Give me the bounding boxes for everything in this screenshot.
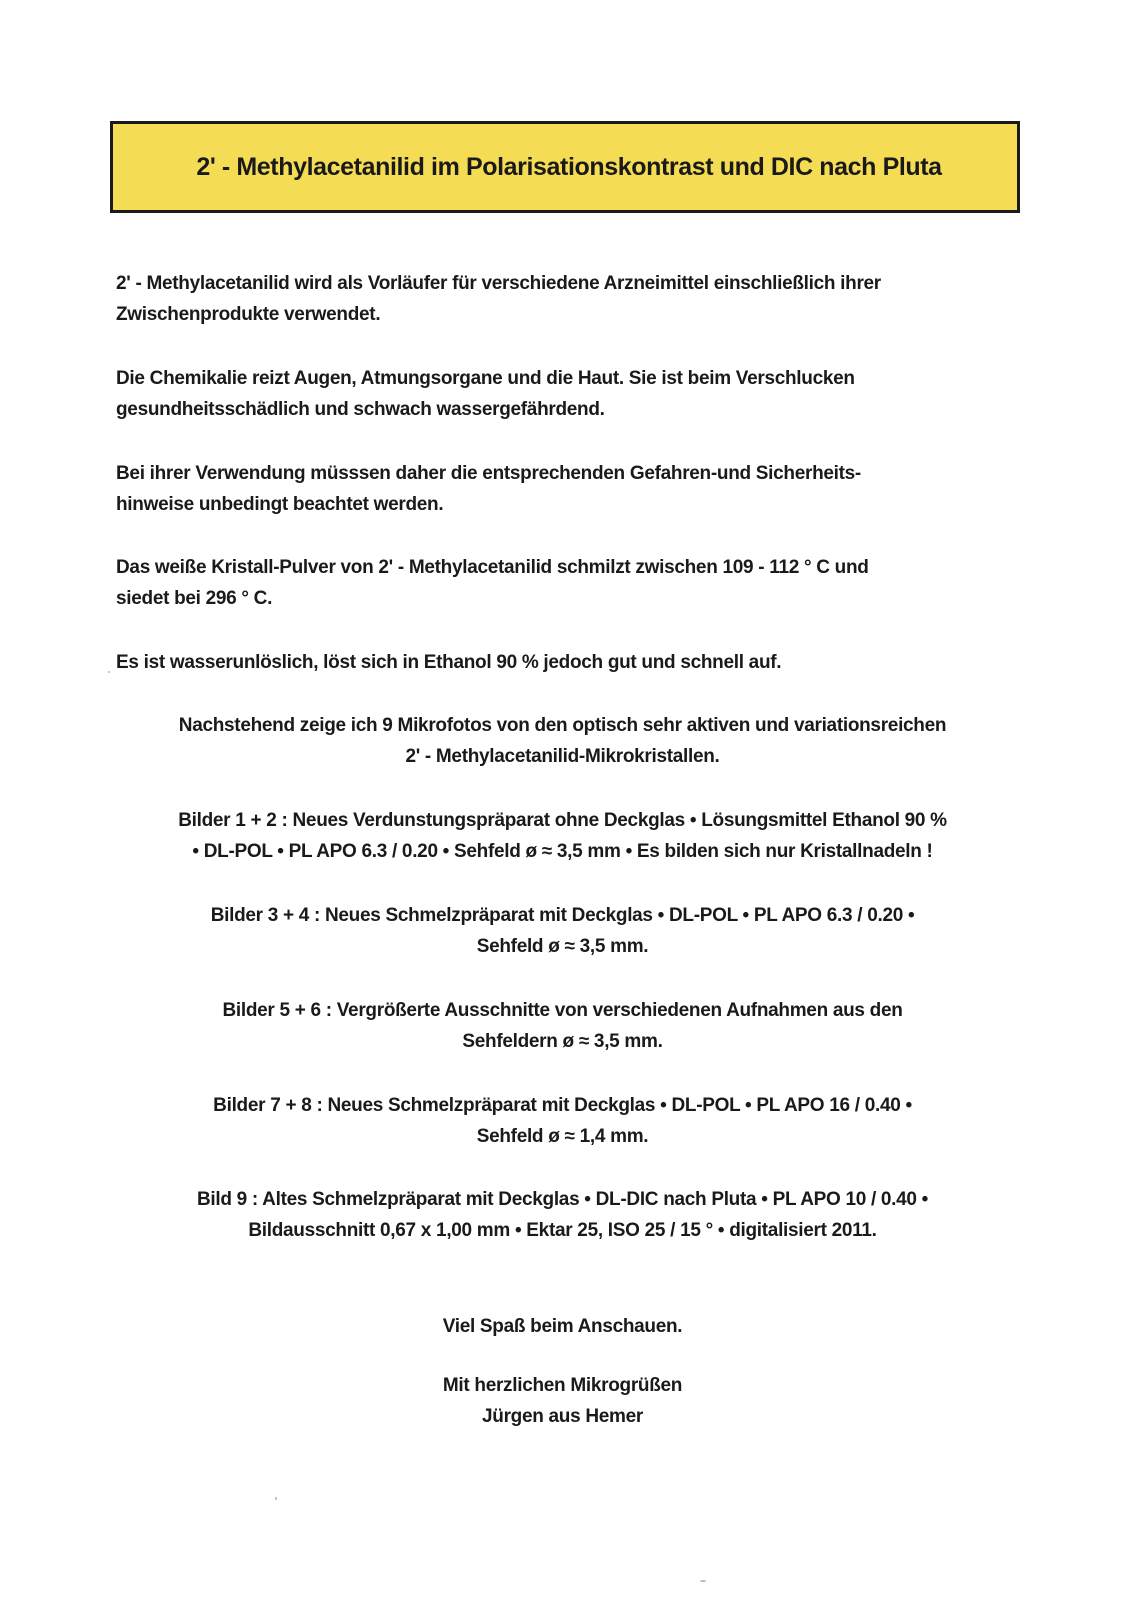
caption-line: Bild 9 : Altes Schmelzpräparat mit Deckglas • DL-DIC nach Pluta • PL APO 10 / 0.40 • [196,1189,929,1210]
greeting-text: Viel Spaß beim Anschauen. [442,1316,683,1337]
caption-line: • DL-POL • PL APO 6.3 / 0.20 • Sehfeld ø ≈ 3,5 mm • Es bilden sich nur Kristallnadeln ! [192,841,933,862]
paragraph-line: 2' - Methylacetanilid-Mikrokristallen. [405,746,720,767]
paragraph-line: Die Chemikalie reizt Augen, Atmungsorgane und die Haut. Sie ist beim Verschlucken [116,368,855,389]
intro-paragraph [0,710,1125,772]
caption-images-3-4 [0,900,1125,962]
scan-speck [108,671,110,673]
caption-line: Sehfeldern ø ≈ 3,5 mm. [462,1031,663,1052]
paragraph-safety [116,458,861,520]
caption-line: Sehfeld ø ≈ 3,5 mm. [476,936,649,957]
caption-image-9 [0,1184,1125,1246]
paragraph-line: Zwischenprodukte verwendet. [116,304,381,325]
caption-line: Bilder 7 + 8 : Neues Schmelzpräparat mit Deckglas • DL-POL • PL APO 16 / 0.40 • [213,1095,912,1116]
regards-text: Mit herzlichen Mikrogrüßen [442,1375,683,1396]
paragraph-line: Das weiße Kristall-Pulver von 2' - Methylacetanilid schmilzt zwischen 109 - 112 ° C und [116,557,869,578]
caption-line: Bildausschnitt 0,67 x 1,00 mm • Ektar 25, ISO 25 / 15 ° • digitalisiert 2011. [248,1220,877,1241]
caption-line: Bilder 3 + 4 : Neues Schmelzpräparat mit Deckglas • DL-POL • PL APO 6.3 / 0.20 • [210,905,915,926]
paragraph-hazards [116,363,855,425]
paragraph-line: siedet bei 296 ° C. [116,588,273,609]
paragraph-line: 2' - Methylacetanilid wird als Vorläufer für verschiedene Arzneimittel einschließlich ihrer [116,273,881,294]
paragraph-properties [116,552,869,614]
caption-images-7-8 [0,1090,1125,1152]
closing-signature-block [0,1370,1125,1432]
caption-line: Bilder 5 + 6 : Vergrößerte Ausschnitte von verschiedenen Aufnahmen aus den [222,1000,903,1021]
scan-speck [275,1497,277,1500]
signature-text: Jürgen aus Hemer [482,1406,643,1427]
paragraph-line: Nachstehend zeige ich 9 Mikrofotos von den optisch sehr aktiven und variationsreichen [178,715,947,736]
caption-images-1-2 [0,805,1125,867]
caption-line: Bilder 1 + 2 : Neues Verdunstungspräparat ohne Deckglas • Lösungsmittel Ethanol 90 % [178,810,947,831]
paragraph-line: Es ist wasserunlöslich, löst sich in Ethanol 90 % jedoch gut und schnell auf. [116,652,782,673]
title-box [110,121,1020,213]
scan-speck [700,1580,706,1582]
page-title: 2' - Methylacetanilid im Polarisationskontrast und DIC nach Pluta [196,152,942,181]
caption-images-5-6 [0,995,1125,1057]
closing-greeting [0,1311,1125,1342]
paragraph-line: gesundheitsschädlich und schwach wassergefährdend. [116,399,605,420]
paragraph-line: hinweise unbedingt beachtet werden. [116,494,444,515]
caption-line: Sehfeld ø ≈ 1,4 mm. [476,1126,649,1147]
paragraph-line: Bei ihrer Verwendung müsssen daher die entsprechenden Gefahren-und Sicherheits- [116,463,861,484]
paragraph-usage [116,268,881,330]
paragraph-solubility [116,647,781,678]
